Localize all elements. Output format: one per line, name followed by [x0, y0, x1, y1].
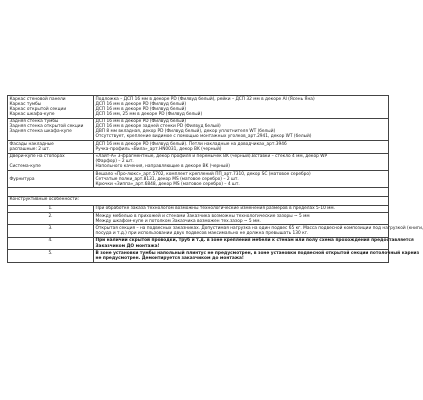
- row-value: Напольного качения, направляющие в декоре BK (черный): [95, 164, 230, 170]
- row-value: Сетчатые полки_арт.8131, декор MS (матовое серебро) – 2 шт.: [95, 176, 239, 182]
- feature-line: Заказчиком ДО монтажа!: [95, 243, 160, 249]
- row-label: Каркас открытой секции: [9, 106, 67, 112]
- feature-number: 2.: [8, 213, 94, 225]
- row-label-cell: [8, 141, 94, 153]
- row-value: «Лайт-А» 3-фрагментные, декор профиля и перемычек BK (черный).Вставки – стекло 4 мм, декор WP: [95, 154, 328, 160]
- row-value: ДСП 16 мм, 25 мм в декоре PD (Филвуд белый): [95, 111, 203, 117]
- feature-row: [8, 225, 389, 237]
- feature-line: При наличии скрытой проводки, труб и т.д. в зоне крепления мебели к стенам или полу схема прохождения предоставляется: [95, 238, 414, 244]
- table-spacer-row: [8, 188, 389, 196]
- row-label: Каркас тумбы: [9, 101, 42, 107]
- feature-line: Открытая секция – на подвесных заказниках. Допустимая нагрузка на один подвес 65 кг. Масса подвесной композиции под нагрузкой (книги,: [95, 226, 423, 232]
- features-header-row: [8, 196, 389, 205]
- row-value: ДСП 16 мм в декоре задней стенки PD (Филвуд белый): [95, 124, 221, 130]
- feature-row: [8, 205, 389, 212]
- row-label-cell: [8, 170, 94, 187]
- feature-line: В зоне установки тумбы напольный плинтус не предусмотрен, в зоне установки подвесной открытой секции потолочный карниз: [95, 250, 420, 256]
- feature-line: не предусмотрен. Демонтируется заказчиком до монтажа!: [95, 255, 244, 261]
- row-label-cell: [8, 153, 94, 170]
- feature-text-cell: [94, 237, 414, 249]
- table-row: [8, 153, 389, 170]
- feature-text-cell: [94, 250, 420, 262]
- row-label: распашные: 2 шт.: [9, 146, 51, 152]
- row-label: Фурнитура: [9, 176, 35, 182]
- row-label-cell: [8, 96, 94, 119]
- spacer-cell: [8, 188, 389, 196]
- feature-number: 1.: [8, 205, 94, 212]
- features-header: Конструктивные особенности:: [8, 196, 389, 205]
- row-value: Ручка-профиль «Вила»_арт.HN0031, декор BK (черный): [95, 146, 222, 152]
- row-label: Задняя стенка шкафа-купе: [9, 129, 72, 135]
- row-value-cell: [94, 141, 389, 153]
- spec-table: [7, 95, 423, 263]
- feature-row: [8, 250, 389, 262]
- row-label: Система-купе: [9, 164, 41, 170]
- row-label: Фасады накладные: [9, 141, 54, 147]
- row-label: Задняя стенка тумбы: [9, 119, 59, 125]
- row-value: ДСП 16 мм в декоре PD (Филвуд белый). Петли накладные на доводчиках_арт.3946: [95, 141, 287, 147]
- row-value: ДСП 16 мм в декоре PD (Филвуд белый): [95, 101, 187, 107]
- feature-line: Между шкафом-купе и потолком Заказчика возможен тех.зазор ~ 5 мм.: [95, 218, 261, 224]
- row-value-cell: [94, 96, 389, 119]
- row-value: ДСП 16 мм в декоре PD (Филвуд белый): [95, 119, 187, 125]
- table-row: [8, 170, 389, 187]
- feature-line: посуда и т.д.) при использовании двух подвесов максимально не должна превышать 130 кг.: [95, 231, 309, 237]
- row-value-cell: [94, 153, 389, 170]
- row-value: Подложка – ДСП 16 мм в декоре PD (Филвуд белый), рейки – ДСП 32 мм в декоре AI (Ясень Яна): [95, 96, 315, 102]
- feature-line: Между мебелью в прихожей и стенами Заказчика возможны технологические зазоры ~ 5 мм: [95, 213, 310, 219]
- row-label: Каркас шкафа-купе: [9, 111, 55, 117]
- feature-text-cell: [94, 205, 389, 212]
- spec-sheet: [7, 95, 423, 263]
- row-label: Каркас стеновой панели: [9, 96, 66, 102]
- row-value: Вешало «Про-люкс»_арт.5702, комплект креплений ПП_арт.7310, декор SC (матовое серебро): [95, 171, 311, 177]
- row-label-cell: [8, 118, 94, 141]
- feature-text-cell: [94, 225, 423, 237]
- table-row: [8, 118, 389, 141]
- row-label: Двери-купе на стопорах: [9, 154, 65, 160]
- feature-row: [8, 213, 389, 225]
- row-label: Задняя стенка открытой секции: [9, 124, 84, 130]
- feature-number: 5.: [8, 250, 94, 262]
- row-value-cell: [94, 118, 389, 141]
- row-value: ДВП 8 мм вкладная, декор PD (Филвуд белый), декор уплотнителя WT (белый): [95, 129, 276, 135]
- row-value: Крючки «Зиппа»_арт.6848, декор MS (матовое серебро) – 4 шт.: [95, 181, 240, 187]
- feature-row: [8, 237, 389, 249]
- feature-line: При обработке заказа технологом возможны технологические изменения размеров в пределах 5-10 мм.: [95, 206, 336, 212]
- table-row: [8, 96, 389, 119]
- feature-text-cell: [94, 213, 389, 225]
- row-value: ДСП 16 мм в декоре PD (Филвуд белый): [95, 106, 187, 112]
- row-value-cell: [94, 170, 389, 187]
- table-row: [8, 141, 389, 153]
- row-value: (Фарфор) – 2 шт.: [95, 159, 134, 165]
- feature-number: 3.: [8, 225, 94, 237]
- feature-number: 4.: [8, 237, 94, 249]
- row-value: Отсутствует, крепление видимое с помощью монтажных уголков_арт.2941, декор WT (белый): [95, 134, 312, 140]
